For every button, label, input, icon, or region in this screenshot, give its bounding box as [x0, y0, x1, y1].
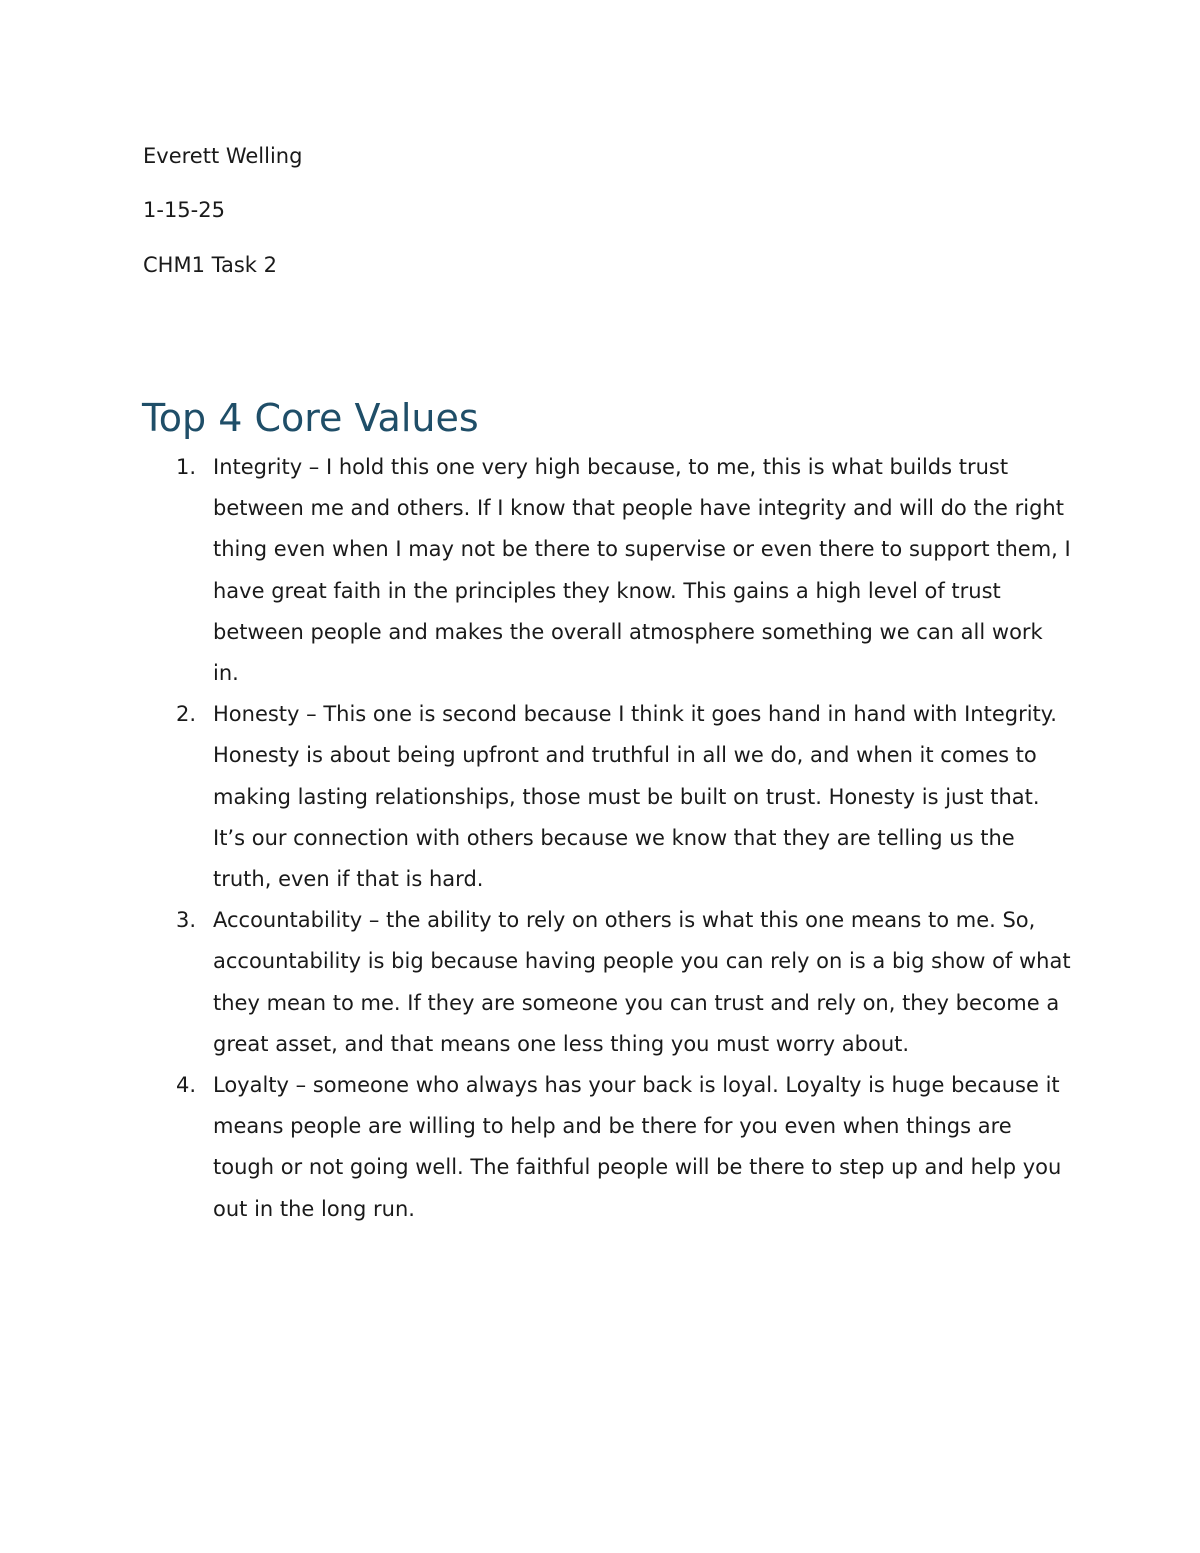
course-task: CHM1 Task 2 [143, 253, 277, 277]
list-item-text: Integrity – I hold this one very high because, to me, this is what builds trust between me and others. If I know that people have integrity and will do the right thing even when I may not be there to supervise or even there to support them, I have great faith in the principles they know. This gains a high level of trust between people and makes the overall atmosphere something we can all work in. [213, 455, 1071, 686]
document-date: 1-15-25 [143, 198, 225, 222]
list-item-number: 4. [176, 1073, 197, 1098]
list-item [143, 900, 1073, 1065]
list-item-number: 3. [176, 908, 197, 933]
list-item [143, 1065, 1073, 1230]
list-item [143, 447, 1073, 694]
section-title: Top 4 Core Values [142, 396, 479, 440]
list-item-text: Accountability – the ability to rely on others is what this one means to me. So, accountability is big because having people you can rely on is a big show of what they mean to me. If they are someone you can trust and rely on, they become a great asset, and that means one less thing you must worry about. [213, 908, 1071, 1056]
list-item-text: Honesty – This one is second because I think it goes hand in hand with Integrity. Honesty is about being upfront and truthful in all we do, and when it comes to making lasting relationships, those must be built on trust. Honesty is just that. It’s our connection with others because we know that they are telling us the truth, even if that is hard. [213, 702, 1057, 892]
list-item [143, 694, 1073, 900]
author-name: Everett Welling [143, 144, 303, 168]
list-item-text: Loyalty – someone who always has your back is loyal. Loyalty is huge because it means people are willing to help and be there for you even when things are tough or not going well. The faithful people will be there to step up and help you out in the long run. [213, 1073, 1062, 1221]
core-values-list [143, 447, 1073, 1230]
list-item-number: 1. [176, 455, 197, 479]
list-item-number: 2. [176, 702, 197, 727]
